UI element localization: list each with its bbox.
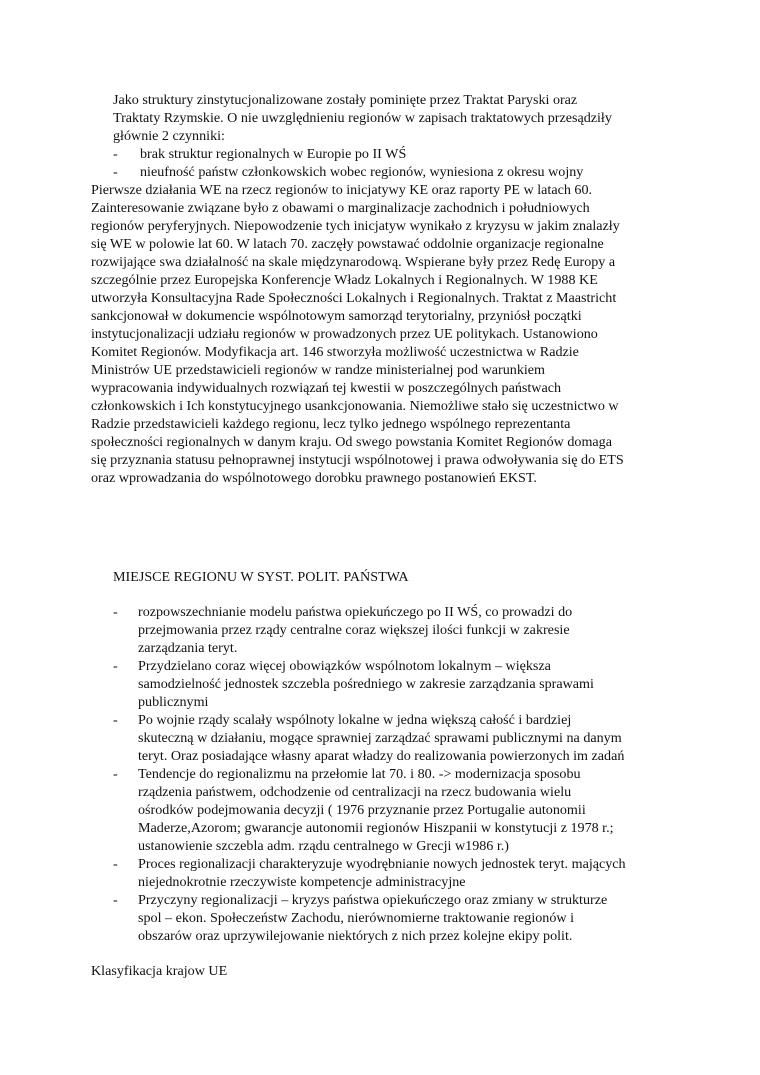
- bullet-dash: -: [113, 892, 118, 908]
- paragraph-line: oraz wprowadzania do wspólnotowego dorobku prawnego postanowień EKST.: [91, 470, 537, 486]
- section-bullet-line: rozpowszechnianie modelu państwa opiekuńczego po II WŚ, co prowadzi do: [138, 604, 573, 620]
- section-bullet-line: publicznymi: [138, 694, 209, 710]
- paragraph-line: Ministrów UE przedstawicieli regionów w randze ministerialnej pod warunkiem: [91, 362, 546, 378]
- section-bullet-line: Tendencje do regionalizmu na przełomie lat 70. i 80. -> modernizacja sposobu: [138, 766, 581, 782]
- paragraph-line: Pierwsze działania WE na rzecz regionów to inicjatywy KE oraz raporty PE w latach 60.: [91, 182, 593, 198]
- paragraph-line: instytucjonalizacji udziału regionów w prowadzonych przez UE politykach. Ustanowiono: [91, 326, 598, 342]
- bullet-dash: -: [113, 604, 118, 620]
- bullet-dash: -: [113, 146, 118, 162]
- footer-heading: Klasyfikacja krajow UE: [91, 963, 228, 979]
- section-bullet-line: teryt. Oraz posiadające własny aparat władzy do realizowania powierzonych im zadań: [138, 748, 625, 764]
- section-bullet-line: skuteczną w działaniu, mogące sprawniej zarządzać sprawami publicznymi na danym: [138, 730, 622, 746]
- section-bullet-line: Maderze,Azorom; gwarancje autonomii regionów Hiszpanii w konstytucji z 1978 r.;: [138, 820, 614, 836]
- section-bullet-line: niejednokrotnie rzeczywiste kompetencje administracyjne: [138, 874, 466, 890]
- paragraph-line: utworzyła Konsultacyjna Rade Społeczności Lokalnych i Regionalnych. Traktat z Maastricht: [91, 290, 617, 306]
- paragraph-line: Komitet Regionów. Modyfikacja art. 146 stworzyła możliwość uczestnictwa w Radzie: [91, 344, 579, 360]
- bullet-dash: -: [113, 856, 118, 872]
- paragraph-line: wypracowania indywidualnych rozwiązań tej kwestii w poszczególnych państwach: [91, 380, 562, 396]
- bullet-dash: -: [113, 658, 118, 674]
- section-bullet-line: Po wojnie rządy scalały wspólnoty lokalne w jedna większą całość i bardziej: [138, 712, 572, 728]
- paragraph-line: się przyznania statusu pełnoprawnej instytucji wspólnotowej i prawa odwoływania się do ETS: [91, 452, 624, 468]
- intro-line: Jako struktury zinstytucjonalizowane zostały pominięte przez Traktat Paryski oraz: [113, 92, 578, 108]
- intro-bullet: brak struktur regionalnych w Europie po II WŚ: [140, 146, 407, 162]
- intro-line: głównie 2 czynniki:: [113, 128, 225, 144]
- bullet-dash: -: [113, 766, 118, 782]
- section-bullet-line: przejmowania przez rządy centralne coraz większej ilości funkcji w zakresie: [138, 622, 570, 638]
- paragraph-line: członkowskich i Ich konstytucyjnego usankcjonowania. Niemożliwe stało się uczestnictwo w: [91, 398, 619, 414]
- paragraph-line: Zainteresowanie związane było z obawami o marginalizacje zachodnich i południowych: [91, 200, 590, 216]
- paragraph-line: sankcjonował w dokumencie wspólnotowym samorząd terytorialny, przyniósł początki: [91, 308, 582, 324]
- section-bullet-line: obszarów oraz uprzywilejowanie niektórych z nich przez kolejne ekipy polit.: [138, 928, 573, 944]
- section-bullet-line: ustanowienie szczebla adm. rządu centralnego w Grecji w1986 r.): [138, 838, 509, 854]
- section-bullet-line: zarządzania teryt.: [138, 640, 238, 656]
- section-bullet-line: ośrodków podejmowania decyzji ( 1976 przyznanie przez Portugalie autonomii: [138, 802, 586, 818]
- intro-bullet: nieufność państw członkowskich wobec regionów, wyniesiona z okresu wojny: [140, 164, 584, 180]
- section-heading: MIEJSCE REGIONU W SYST. POLIT. PAŃSTWA: [113, 569, 409, 585]
- section-bullet-line: rządzenia państwem, odchodzenie od centralizacji na rzecz budowania wielu: [138, 784, 572, 800]
- paragraph-line: szczególnie przez Europejska Konferencje Władz Lokalnych i Regionalnych. W 1988 KE: [91, 272, 598, 288]
- section-bullet-line: spol – ekon. Społeczeństw Zachodu, nierównomierne traktowanie regionów i: [138, 910, 575, 926]
- paragraph-line: Radzie przedstawicieli każdego regionu, lecz tylko jednego wspólnego reprezentanta: [91, 416, 571, 432]
- section-bullet-line: Przyczyny regionalizacji – kryzys państwa opiekuńczego oraz zmiany w strukturze: [138, 892, 608, 908]
- paragraph-line: społeczności regionalnych w danym kraju. Od swego powstania Komitet Regionów domaga: [91, 434, 612, 450]
- paragraph-line: rozwijające swa działalność na skale międzynarodową. Wspierane były przez Redę Europy a: [91, 254, 616, 270]
- paragraph-line: się WE w polowie lat 60. W latach 70. zaczęły powstawać oddolnie organizacje regionalne: [91, 236, 604, 252]
- bullet-dash: -: [113, 712, 118, 728]
- section-bullet-line: samodzielność jednostek szczebla pośredniego w zakresie zarządzania sprawami: [138, 676, 594, 692]
- section-bullet-line: Przydzielano coraz więcej obowiązków wspólnotom lokalnym – większa: [138, 658, 551, 674]
- intro-line: Traktaty Rzymskie. O nie uwzględnieniu regionów w zapisach traktatowych przesądziły: [113, 110, 612, 126]
- bullet-dash: -: [113, 164, 118, 180]
- paragraph-line: regionów peryferyjnych. Niepowodzenie tych inicjatyw wynikało z kryzysu w jakim znalazły: [91, 218, 620, 234]
- section-bullet-line: Proces regionalizacji charakteryzuje wyodrębnianie nowych jednostek teryt. mających: [138, 856, 626, 872]
